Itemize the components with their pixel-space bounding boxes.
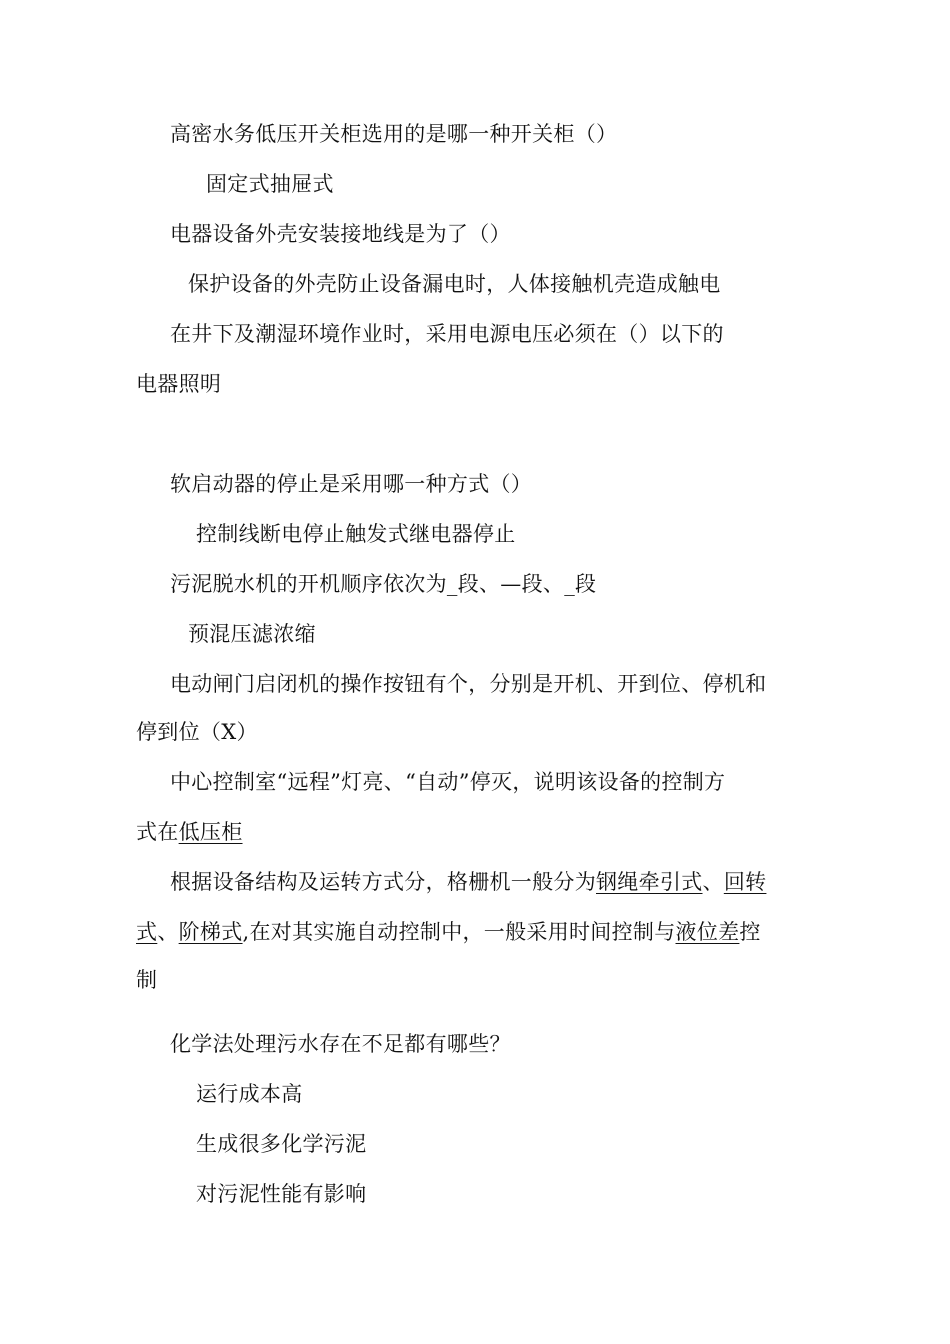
underlined-answer: 阶梯式 bbox=[178, 920, 243, 944]
underlined-answer: 回转 bbox=[723, 870, 767, 894]
question-gate-buttons-line2: 停到位（X） bbox=[136, 720, 258, 744]
answer-grounding: 保护设备的外壳防止设备漏电时，人体接触机壳造成触电 bbox=[188, 272, 721, 296]
answer-switchgear-type: 固定式抽屉式 bbox=[206, 172, 334, 196]
text: 根据设备结构及运转方式分，格栅机一般分为 bbox=[170, 870, 596, 894]
question-dewatering-order: 污泥脱水机的开机顺序依次为_段、—段、_段 bbox=[170, 572, 597, 596]
question-grounding: 电器设备外壳安装接地线是为了（） bbox=[170, 222, 511, 246]
question-screen-types-line1 bbox=[170, 868, 766, 896]
list-item: 生成很多化学污泥 bbox=[196, 1132, 367, 1156]
answer-soft-starter: 控制线断电停止触发式继电器停止 bbox=[196, 522, 516, 546]
text: 式在 bbox=[136, 820, 179, 844]
text: 、 bbox=[157, 920, 179, 944]
question-soft-starter: 软启动器的停止是采用哪一种方式（） bbox=[170, 472, 533, 496]
text: 控 bbox=[739, 920, 761, 944]
underlined-answer: 式 bbox=[136, 920, 158, 944]
question-chemical-drawbacks: 化学法处理污水存在不足都有哪些？ bbox=[170, 1032, 511, 1056]
question-screen-types-line2 bbox=[136, 918, 761, 946]
text: ,在对其实施自动控制中，一般采用时间控制与 bbox=[242, 920, 676, 944]
text: 、 bbox=[702, 870, 724, 894]
list-item: 对污泥性能有影响 bbox=[196, 1182, 367, 1206]
list-item: 运行成本高 bbox=[196, 1082, 303, 1106]
underlined-answer: 低压柜 bbox=[178, 820, 243, 844]
question-voltage-line2: 电器照明 bbox=[136, 372, 222, 396]
question-switchgear-type: 高密水务低压开关柜选用的是哪一种开关柜（） bbox=[170, 122, 618, 146]
question-screen-types-line3: 制 bbox=[136, 968, 158, 992]
question-control-room-line2 bbox=[136, 818, 243, 846]
answer-dewatering-order: 预混压滤浓缩 bbox=[188, 622, 316, 646]
question-control-room-line1: 中心控制室“远程”灯亮、“自动”停灭，说明该设备的控制方 bbox=[170, 770, 726, 794]
underlined-answer: 液位差 bbox=[675, 920, 740, 944]
question-voltage-line1: 在井下及潮湿环境作业时，采用电源电压必须在（）以下的 bbox=[170, 322, 724, 346]
underlined-answer: 钢绳牵引式 bbox=[596, 870, 703, 894]
question-gate-buttons-line1: 电动闸门启闭机的操作按钮有个，分别是开机、开到位、停机和 bbox=[170, 672, 767, 696]
